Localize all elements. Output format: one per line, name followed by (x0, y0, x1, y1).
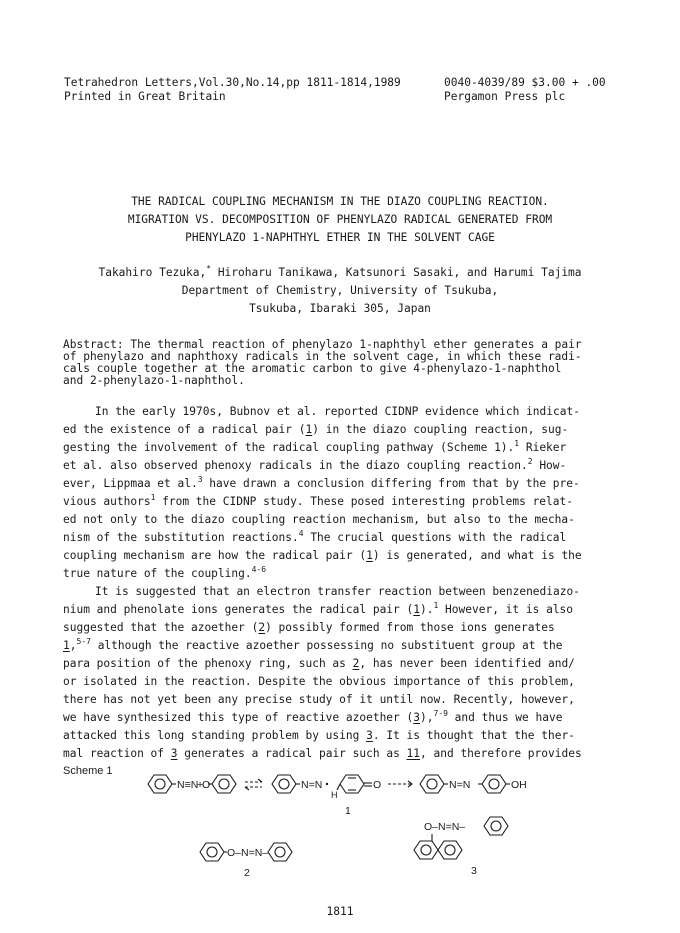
azo-group: N=N (449, 779, 471, 791)
carbonyl-oxygen: O (373, 779, 382, 791)
abstract-line: Abstract: The thermal reaction of phenylazo 1-naphthyl ether generates a pair (63, 338, 582, 351)
benzene-ring (482, 775, 506, 793)
title-line-1: THE RADICAL COUPLING MECHANISM IN THE DIAZO COUPLING REACTION. (131, 195, 549, 208)
publisher: Pergamon Press plc (444, 90, 566, 103)
scheme-label: Scheme 1 (63, 765, 113, 777)
corresponding-author-mark: * (206, 264, 212, 273)
journal-citation: Tetrahedron Letters,Vol.30,No.14,pp 1811-1814,1989 (64, 76, 401, 89)
benzene-ring (148, 775, 172, 793)
title-line-3: PHENYLAZO 1-NAPHTHYL ETHER IN THE SOLVENT CAGE (185, 231, 495, 244)
phenolate-oxygen: O (202, 779, 211, 791)
scheme-1-structures (0, 770, 680, 890)
plus-sign: + (197, 779, 204, 791)
abstract-line: and 2-phenylazo-1-naphthol. (63, 374, 245, 387)
hydrogen-label: H (331, 790, 338, 800)
naphthalene-ring (438, 841, 462, 859)
benzene-ring (484, 817, 508, 835)
affiliation-line-2: Tsukuba, Ibaraki 305, Japan (249, 302, 431, 315)
title-line-2: MIGRATION VS. DECOMPOSITION OF PHENYLAZO RADICAL GENERATED FROM (127, 213, 553, 226)
benzene-ring (272, 775, 296, 793)
azoether-linkage: O–N=N– (227, 847, 269, 859)
compound-label-1: 1 (345, 805, 351, 817)
printed-in: Printed in Great Britain (64, 90, 226, 103)
abstract-line: of phenylazo and naphthoxy radicals in the solvent cage, in which these radi- (63, 350, 582, 363)
benzene-ring (268, 843, 292, 861)
affiliation-line-1: Department of Chemistry, University of Tsukuba, (181, 284, 499, 297)
hydroxyl-group: OH (511, 779, 527, 791)
azo-group: N=N (301, 779, 323, 791)
compound-label-2: 2 (244, 867, 250, 879)
abstract-line: cals couple together at the aromatic carbon to give 4-phenylazo-1-naphthol (63, 362, 562, 375)
price-code: 0040-4039/89 $3.00 + .00 (444, 76, 606, 89)
compound-label-3: 3 (471, 865, 477, 877)
benzene-ring (420, 775, 444, 793)
benzene-ring (200, 843, 224, 861)
author-list: Takahiro Tezuka,* Hiroharu Tanikawa, Katsunori Sasaki, and Harumi Tajima (98, 264, 582, 279)
page-number: 1811 (326, 905, 354, 918)
azoether-linkage: O–N=N– (424, 821, 466, 833)
diazonium-group: N≡N (177, 779, 199, 791)
naphthalene-ring (414, 841, 438, 859)
benzene-ring (212, 775, 236, 793)
